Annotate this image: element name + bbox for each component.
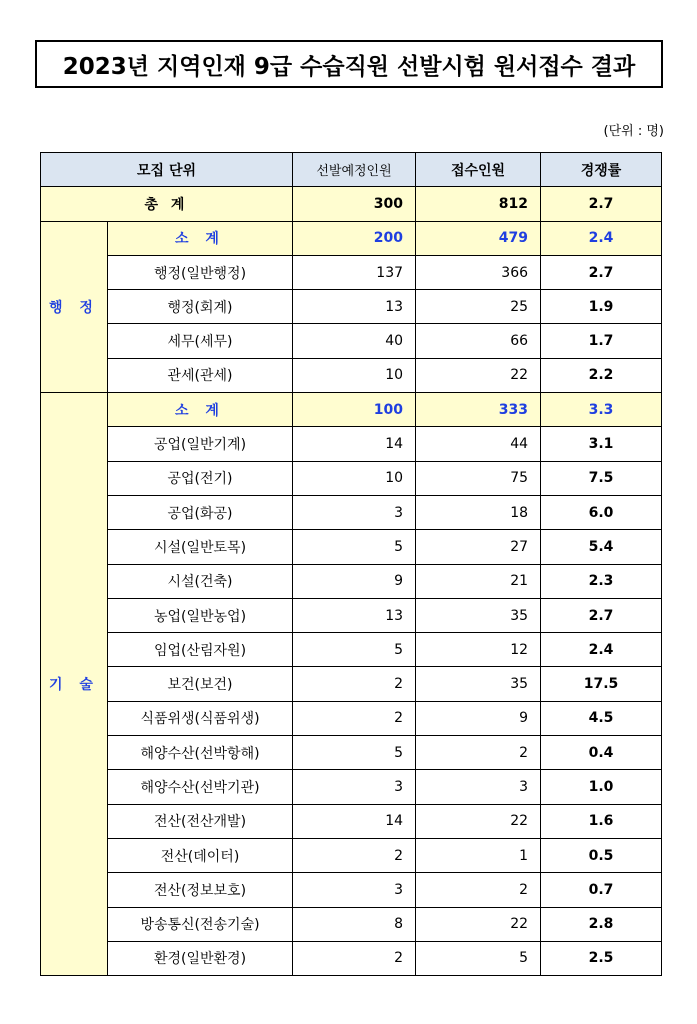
subtotal-label: 소 계 (108, 221, 293, 255)
unit-name: 공업(화공) (108, 495, 293, 529)
unit-name: 공업(전기) (108, 461, 293, 495)
table-row (41, 770, 662, 804)
unit-name: 행정(회계) (108, 290, 293, 324)
table-row (41, 598, 662, 632)
applicant-count: 3 (416, 770, 541, 804)
competition-rate: 5.4 (541, 530, 662, 564)
unit-name: 임업(산림자원) (108, 633, 293, 667)
table-row (41, 255, 662, 289)
applicant-count: 2 (416, 736, 541, 770)
unit-name: 농업(일반농업) (108, 598, 293, 632)
planned-count: 14 (293, 804, 416, 838)
table-row (41, 667, 662, 701)
unit-name: 행정(일반행정) (108, 255, 293, 289)
unit-name: 세무(세무) (108, 324, 293, 358)
planned-count: 5 (293, 633, 416, 667)
planned-count: 8 (293, 907, 416, 941)
planned-count: 10 (293, 461, 416, 495)
subtotal-row (41, 221, 662, 255)
unit-note: (단위 : 명) (603, 124, 664, 139)
planned-count: 14 (293, 427, 416, 461)
competition-rate: 1.6 (541, 804, 662, 838)
table-row (41, 461, 662, 495)
total-applicants: 812 (416, 187, 541, 221)
subtotal-row (41, 393, 662, 427)
table-row (41, 736, 662, 770)
competition-rate: 2.7 (541, 598, 662, 632)
unit-name: 해양수산(선박항해) (108, 736, 293, 770)
applicant-count: 9 (416, 701, 541, 735)
planned-count: 9 (293, 564, 416, 598)
table-row (41, 290, 662, 324)
competition-rate: 2.4 (541, 633, 662, 667)
total-label: 총 계 (41, 187, 293, 221)
planned-count: 13 (293, 598, 416, 632)
competition-rate: 2.5 (541, 941, 662, 975)
table-row (41, 804, 662, 838)
unit-name: 환경(일반환경) (108, 941, 293, 975)
competition-rate: 0.4 (541, 736, 662, 770)
group-label: 기 술 (41, 393, 108, 976)
competition-rate: 17.5 (541, 667, 662, 701)
competition-rate: 2.2 (541, 358, 662, 392)
table-row (41, 633, 662, 667)
table-row (41, 907, 662, 941)
subtotal-rate: 3.3 (541, 393, 662, 427)
header-applicants: 접수인원 (416, 153, 541, 187)
unit-name: 전산(전산개발) (108, 804, 293, 838)
unit-name: 관세(관세) (108, 358, 293, 392)
competition-rate: 3.1 (541, 427, 662, 461)
planned-count: 2 (293, 941, 416, 975)
table-row (41, 358, 662, 392)
applicant-count: 1 (416, 838, 541, 872)
subtotal-applicants: 333 (416, 393, 541, 427)
applicant-count: 75 (416, 461, 541, 495)
results-table (40, 152, 662, 976)
group-label: 행 정 (41, 221, 108, 392)
applicant-count: 5 (416, 941, 541, 975)
applicant-count: 35 (416, 598, 541, 632)
planned-count: 2 (293, 701, 416, 735)
total-planned: 300 (293, 187, 416, 221)
unit-name: 보건(보건) (108, 667, 293, 701)
competition-rate: 2.3 (541, 564, 662, 598)
subtotal-label: 소 계 (108, 393, 293, 427)
table-row (41, 873, 662, 907)
unit-name: 시설(일반토목) (108, 530, 293, 564)
applicant-count: 25 (416, 290, 541, 324)
unit-name: 식품위생(식품위생) (108, 701, 293, 735)
applicant-count: 12 (416, 633, 541, 667)
subtotal-planned: 100 (293, 393, 416, 427)
competition-rate: 0.5 (541, 838, 662, 872)
planned-count: 40 (293, 324, 416, 358)
competition-rate: 1.0 (541, 770, 662, 804)
unit-name: 해양수산(선박기관) (108, 770, 293, 804)
planned-count: 2 (293, 838, 416, 872)
total-row (41, 187, 662, 221)
header-unit: 모집 단위 (41, 153, 293, 187)
planned-count: 5 (293, 736, 416, 770)
page-title: 2023년 지역인재 9급 수습직원 선발시험 원서접수 결과 (35, 40, 663, 88)
applicant-count: 366 (416, 255, 541, 289)
unit-name: 공업(일반기계) (108, 427, 293, 461)
header-row (41, 153, 662, 187)
subtotal-rate: 2.4 (541, 221, 662, 255)
table-row (41, 530, 662, 564)
competition-rate: 6.0 (541, 495, 662, 529)
competition-rate: 4.5 (541, 701, 662, 735)
applicant-count: 35 (416, 667, 541, 701)
applicant-count: 22 (416, 358, 541, 392)
total-rate: 2.7 (541, 187, 662, 221)
applicant-count: 66 (416, 324, 541, 358)
header-planned: 선발예정인원 (293, 153, 416, 187)
competition-rate: 0.7 (541, 873, 662, 907)
planned-count: 2 (293, 667, 416, 701)
table-row (41, 941, 662, 975)
unit-name: 전산(데이터) (108, 838, 293, 872)
planned-count: 3 (293, 873, 416, 907)
applicant-count: 27 (416, 530, 541, 564)
planned-count: 5 (293, 530, 416, 564)
header-rate: 경쟁률 (541, 153, 662, 187)
table-row (41, 838, 662, 872)
applicant-count: 21 (416, 564, 541, 598)
planned-count: 137 (293, 255, 416, 289)
competition-rate: 7.5 (541, 461, 662, 495)
table-row (41, 564, 662, 598)
subtotal-planned: 200 (293, 221, 416, 255)
competition-rate: 2.8 (541, 907, 662, 941)
applicant-count: 18 (416, 495, 541, 529)
planned-count: 3 (293, 495, 416, 529)
planned-count: 3 (293, 770, 416, 804)
applicant-count: 22 (416, 907, 541, 941)
unit-name: 시설(건축) (108, 564, 293, 598)
table-row (41, 324, 662, 358)
table-row (41, 495, 662, 529)
subtotal-applicants: 479 (416, 221, 541, 255)
table-row (41, 701, 662, 735)
unit-name: 방송통신(전송기술) (108, 907, 293, 941)
applicant-count: 2 (416, 873, 541, 907)
planned-count: 10 (293, 358, 416, 392)
competition-rate: 2.7 (541, 255, 662, 289)
applicant-count: 22 (416, 804, 541, 838)
competition-rate: 1.9 (541, 290, 662, 324)
table-row (41, 427, 662, 461)
unit-name: 전산(정보보호) (108, 873, 293, 907)
applicant-count: 44 (416, 427, 541, 461)
competition-rate: 1.7 (541, 324, 662, 358)
planned-count: 13 (293, 290, 416, 324)
